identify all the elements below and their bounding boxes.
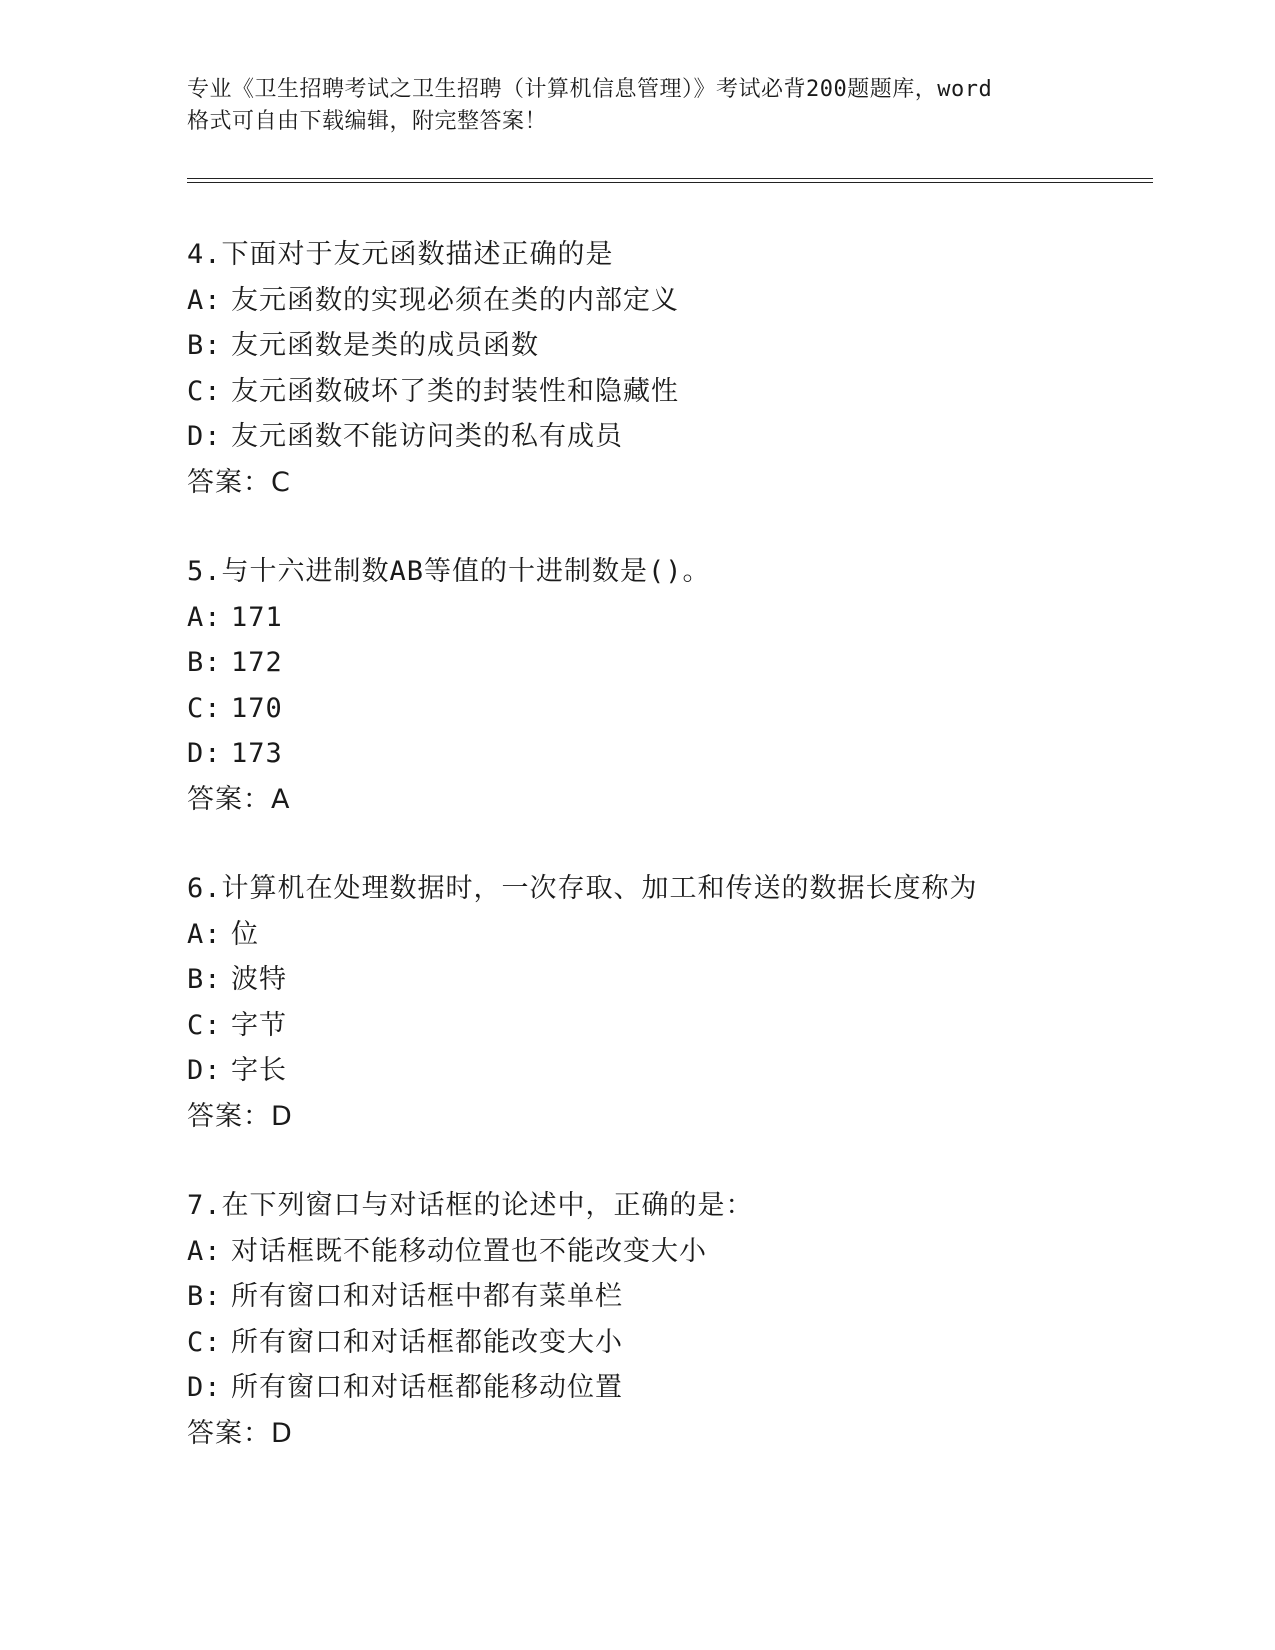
option-letter: C: bbox=[187, 692, 222, 724]
option-b bbox=[187, 1274, 1153, 1320]
option-text: 170 bbox=[231, 692, 283, 724]
option-a bbox=[187, 912, 1153, 958]
option-text: 172 bbox=[231, 647, 283, 678]
question-stem bbox=[187, 549, 1153, 595]
option-c bbox=[187, 686, 1153, 732]
question-number: 4. bbox=[187, 239, 222, 270]
option-text: 位 bbox=[231, 918, 259, 950]
option-text: 173 bbox=[231, 738, 283, 769]
option-text: 字节 bbox=[231, 1009, 287, 1041]
option-letter: D: bbox=[187, 1372, 222, 1403]
option-letter: B: bbox=[187, 1281, 222, 1312]
option-b bbox=[187, 640, 1153, 686]
option-letter: D: bbox=[187, 1055, 222, 1086]
answer-line: 答案：D bbox=[187, 1417, 293, 1449]
question-5 bbox=[187, 549, 1153, 822]
question-number: 7. bbox=[187, 1190, 222, 1221]
question-4 bbox=[187, 232, 1153, 505]
answer-line: 答案：D bbox=[187, 1100, 293, 1132]
option-text: 友元函数的实现必须在类的内部定义 bbox=[231, 284, 679, 316]
option-letter: C: bbox=[187, 1326, 222, 1358]
question-7 bbox=[187, 1183, 1153, 1456]
option-d bbox=[187, 1365, 1153, 1411]
header-line-1: 专业《卫生招聘考试之卫生招聘（计算机信息管理）》考试必背200题题库，word bbox=[187, 77, 993, 102]
option-letter: B: bbox=[187, 647, 222, 678]
option-letter: A: bbox=[187, 601, 222, 633]
question-text: 与十六进制数AB等值的十进制数是()。 bbox=[221, 556, 711, 587]
option-letter: D: bbox=[187, 738, 222, 769]
option-text: 所有窗口和对话框中都有菜单栏 bbox=[231, 1281, 623, 1312]
option-letter: C: bbox=[187, 375, 222, 407]
option-letter: A: bbox=[187, 918, 222, 950]
option-text: 波特 bbox=[231, 964, 287, 995]
option-d bbox=[187, 1048, 1153, 1094]
option-letter: A: bbox=[187, 284, 222, 316]
option-letter: B: bbox=[187, 964, 222, 995]
option-text: 字长 bbox=[231, 1055, 287, 1086]
option-a bbox=[187, 595, 1153, 641]
option-c bbox=[187, 1320, 1153, 1366]
option-text: 所有窗口和对话框都能改变大小 bbox=[231, 1326, 623, 1358]
option-d bbox=[187, 414, 1153, 460]
option-letter: A: bbox=[187, 1235, 222, 1267]
option-c bbox=[187, 1003, 1153, 1049]
document-header bbox=[187, 74, 1087, 138]
question-text: 下面对于友元函数描述正确的是 bbox=[221, 239, 614, 270]
option-text: 对话框既不能移动位置也不能改变大小 bbox=[231, 1235, 707, 1267]
question-stem bbox=[187, 866, 1153, 912]
question-stem bbox=[187, 232, 1153, 278]
question-number: 5. bbox=[187, 556, 222, 587]
option-c bbox=[187, 369, 1153, 415]
option-a bbox=[187, 1229, 1153, 1275]
question-number: 6. bbox=[187, 873, 222, 904]
option-text: 171 bbox=[231, 601, 283, 633]
option-letter: D: bbox=[187, 421, 222, 452]
header-line-2: 格式可自由下载编辑，附完整答案！ bbox=[187, 109, 548, 134]
option-letter: B: bbox=[187, 330, 222, 361]
question-6 bbox=[187, 866, 1153, 1139]
option-text: 所有窗口和对话框都能移动位置 bbox=[231, 1372, 623, 1403]
answer-line: 答案：C bbox=[187, 466, 291, 498]
option-text: 友元函数破坏了类的封装性和隐藏性 bbox=[231, 375, 679, 407]
question-text: 计算机在处理数据时，一次存取、加工和传送的数据长度称为 bbox=[221, 873, 978, 904]
option-b bbox=[187, 323, 1153, 369]
option-a bbox=[187, 278, 1153, 324]
option-d bbox=[187, 731, 1153, 777]
option-b bbox=[187, 957, 1153, 1003]
option-text: 友元函数是类的成员函数 bbox=[231, 330, 539, 361]
question-stem bbox=[187, 1183, 1153, 1229]
option-text: 友元函数不能访问类的私有成员 bbox=[231, 421, 623, 452]
option-letter: C: bbox=[187, 1009, 222, 1041]
answer-line: 答案：A bbox=[187, 783, 291, 815]
header-divider bbox=[187, 178, 1153, 183]
question-text: 在下列窗口与对话框的论述中，正确的是： bbox=[221, 1190, 754, 1221]
question-list bbox=[187, 232, 1153, 1500]
